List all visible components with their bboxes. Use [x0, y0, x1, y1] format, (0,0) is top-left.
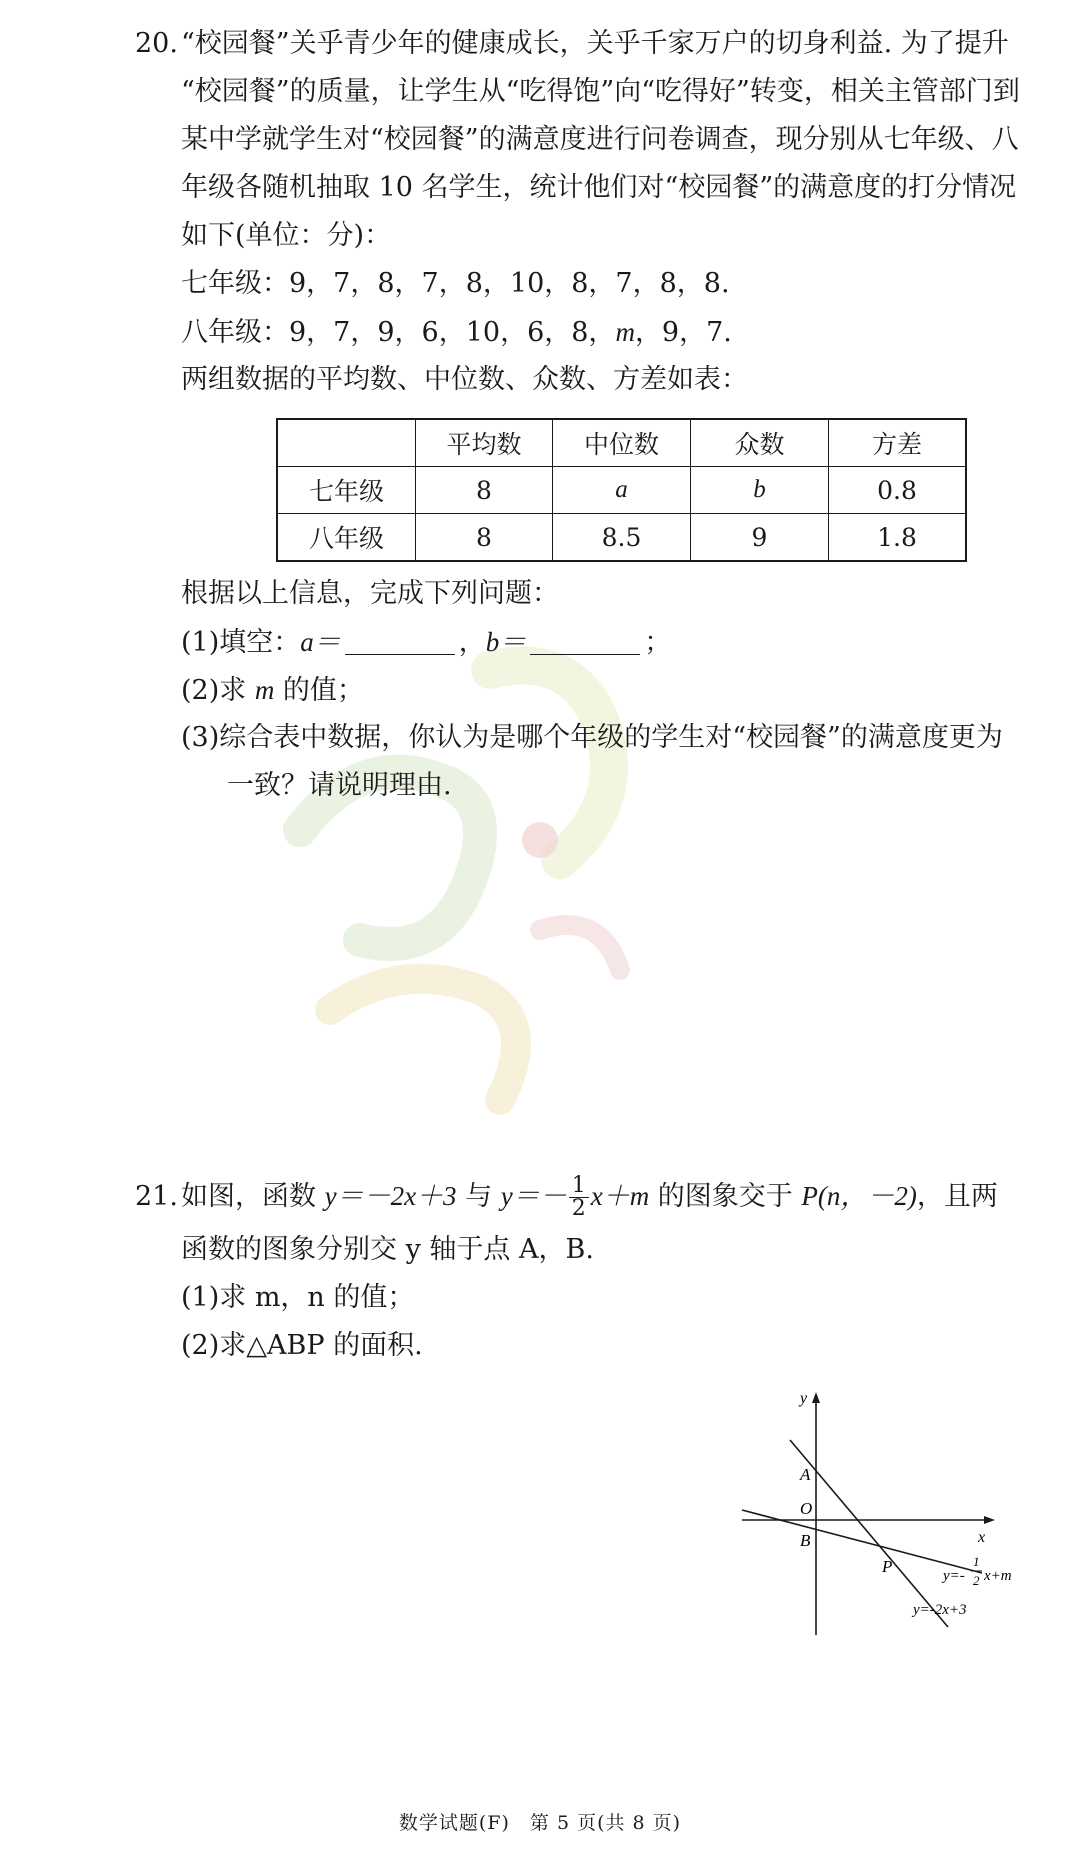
x-axis-label: x: [978, 1529, 986, 1546]
line2-label: [941, 1554, 1012, 1588]
grade7-label: 七年级：: [181, 268, 289, 299]
text: 的图象交于: [649, 1181, 802, 1212]
part-text: 综合表中数据，你认为是哪个年级的学生对“校园餐”的满意度更为: [219, 722, 1003, 753]
table-cell: 8: [416, 467, 553, 514]
answer-label-a: a＝: [300, 627, 341, 657]
grade8-data-end: ，9，7.: [634, 317, 732, 348]
table-intro: 两组数据的平均数、中位数、众数、方差如表：: [181, 364, 748, 395]
question-text-line: “校园餐”关乎青少年的健康成长，关乎千家万户的切身利益. 为了提升: [181, 28, 1009, 59]
grade8-data-line: [135, 308, 1055, 356]
table-cell: 8: [416, 514, 553, 562]
table-header-cell: 平均数: [416, 419, 553, 467]
part-text: 填空：: [219, 627, 301, 658]
text: ，且两: [916, 1181, 998, 1212]
line2-label-prefix: y=-: [943, 1568, 965, 1584]
part-2: [135, 666, 1055, 714]
point-p: P(n，－2): [801, 1181, 917, 1211]
origin-label: O: [800, 1499, 813, 1518]
separator: ，: [458, 627, 486, 658]
part-text: 求△ABP 的面积.: [219, 1330, 423, 1361]
table-cell: 七年级: [277, 467, 416, 514]
question-text-line: 如下(单位：分)：: [181, 220, 392, 251]
table-cell: 1.8: [829, 514, 967, 562]
y-axis-label: y: [800, 1390, 808, 1407]
grade8-label: 八年级：: [181, 317, 289, 348]
table-cell: 8.5: [553, 514, 691, 562]
variable-m: m: [615, 317, 635, 347]
table-header-cell: 方差: [829, 419, 967, 467]
variable-m: m: [254, 675, 275, 705]
question-text-line: [135, 1172, 1055, 1220]
question-text-line: 函数的图象分别交 y 轴于点 A，B.: [181, 1234, 594, 1265]
table-cell: b: [691, 467, 829, 514]
line-y-neg2x-plus3: [790, 1440, 948, 1627]
function-graph: [730, 1390, 1070, 1640]
question-text-line: 某中学就学生对“校园餐”的满意度进行问卷调查，现分别从七年级、八: [181, 124, 1019, 155]
part-3-continued: 一致？请说明理由.: [227, 770, 452, 801]
grade8-data: 9，7，9，6，10，6，8，: [289, 317, 616, 348]
question-text-line: “校园餐”的质量，让学生从“吃得饱”向“吃得好”转变，相关主管部门到: [181, 76, 1020, 107]
statistics-table: [276, 418, 967, 562]
part-2: [135, 1322, 1055, 1370]
answer-blank-a[interactable]: [345, 628, 455, 655]
answer-blank-b[interactable]: [530, 628, 640, 655]
part-number: (1): [181, 1282, 220, 1313]
part-text: 的值；: [274, 675, 364, 706]
text: 与: [456, 1181, 501, 1212]
grade7-data: 9，7，8，7，8，10，8，7，8，8.: [289, 268, 730, 299]
table-row: [277, 467, 966, 514]
question-21: [135, 1172, 1055, 1370]
table-cell: 9: [691, 514, 829, 562]
line2-label-suffix: x+m: [984, 1568, 1012, 1584]
formula-line-2-rest: x＋m: [590, 1181, 650, 1211]
part-text: 求 m，n 的值；: [219, 1282, 415, 1313]
question-number: 21.: [135, 1181, 178, 1212]
part-number: (2): [181, 675, 220, 706]
part-1: [135, 618, 1055, 666]
table-header-cell: [277, 419, 416, 467]
line2-frac-numerator: 1: [973, 1554, 980, 1569]
part-3: [135, 714, 1055, 762]
text: 如图，函数: [181, 1181, 325, 1212]
question-text-line: 年级各随机抽取 10 名学生，统计他们对“校园餐”的满意度的打分情况: [181, 172, 1017, 203]
formula-line-1: y＝－2x＋3: [324, 1181, 457, 1211]
table-cell: a: [553, 467, 691, 514]
question-number: 20.: [135, 28, 178, 59]
numerator: 1: [569, 1175, 589, 1198]
part-text: 求: [219, 675, 255, 706]
line2-frac-denominator: 2: [973, 1573, 980, 1588]
formula-line-2: y＝－: [500, 1181, 567, 1211]
part-number: (1): [181, 627, 220, 658]
table-row: [277, 514, 966, 562]
part-1: [135, 1274, 1055, 1322]
table-header-cell: 众数: [691, 419, 829, 467]
point-p-label: P: [882, 1557, 893, 1576]
table-cell: 0.8: [829, 467, 967, 514]
fraction-one-half: [569, 1175, 589, 1220]
instruction-text: 根据以上信息，完成下列问题：: [181, 578, 559, 609]
x-axis-arrow-icon: [984, 1516, 995, 1524]
point-a-label: A: [800, 1465, 811, 1484]
y-axis-arrow-icon: [812, 1392, 820, 1403]
line1-label: y=-2x+3: [913, 1602, 967, 1618]
part-number: (3): [181, 722, 220, 753]
part-number: (2): [181, 1330, 220, 1361]
page-footer: 数学试题(F) 第 5 页(共 8 页): [398, 1812, 682, 1834]
point-b-label: B: [800, 1531, 811, 1550]
grade7-data-line: [135, 260, 1055, 308]
table-header-row: [277, 419, 966, 467]
table-cell: 八年级: [277, 514, 416, 562]
question-20: [135, 20, 1055, 404]
part-end: ；: [644, 627, 672, 658]
table-header-cell: 中位数: [553, 419, 691, 467]
answer-label-b: b＝: [485, 627, 527, 657]
question-20-parts: [135, 570, 1055, 810]
denominator: 2: [571, 1196, 586, 1221]
